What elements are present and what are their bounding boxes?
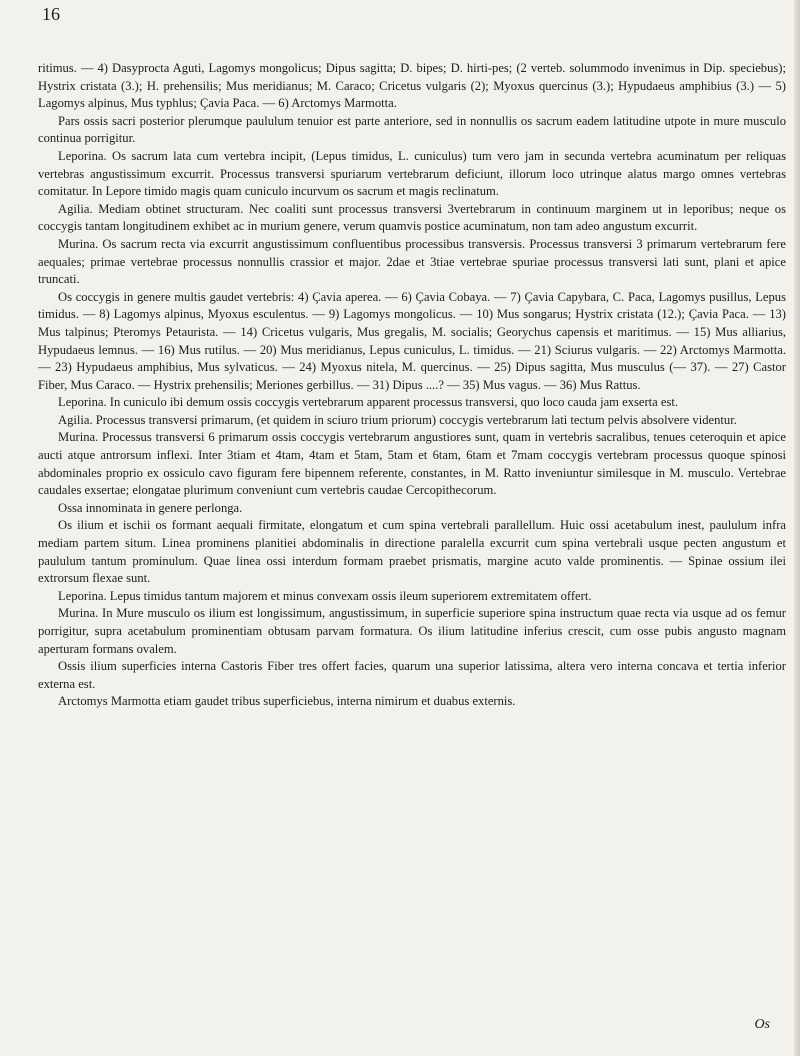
paragraph: Leporina. Os sacrum lata cum vertebra incipit, (Lepus timidus, L. cuniculus) tum vero jam in secunda vertebra acuminatum per reliquas vertebras angustissimum excurrit. Processus transversi spuriarum vertebrarum deficiunt, illorum loco utrinque alatus margo omnes vertebras comitatur. In Lepore timido magis quam cuniculo incurvum os sacrum et magis reclinatum. [38,148,786,199]
paragraph: Ossa innominata in genere perlonga. [58,500,243,515]
page-number: 16 [42,4,60,24]
paragraph: Os ilium et ischii os formant aequali firmitate, elongatum et cum spina vertebrali parallellum. Huic ossi acetabulum inest, paululum infra mediam partem situm. Linea prominens planitiei abdominalis in directione paralella excurrit cum spina vertebrali usque pecten angustum et paululum tantum prominulum. Quae linea ossi interdum formam praebet prismatis, margine acuto valde prominentis. — Spinae ossium ilei extrorsum flexae sunt. [38,518,786,586]
paragraph: Os coccygis in genere multis gaudet vertebris: 4) Çavia aperea. — 6) Çavia Cobaya. — 7) Çavia Capybara, C. Paca, Lagomys pusillus, Lepus timidus. — 8) Lagomys alpinus, Myoxus esculentus. — 9) Lagomys mongolicus. — 10) Mus songarus; Hystrix cristata (12.); Çavia Paca. — 13) Mus talpinus; Pteromys Petaurista. — 14) Cricetus vulgaris, Mus gregalis, M. socialis; Georychus capensis et maritimus. — 15) Mus alliarius, Hypudaeus lemnus. — 16) Mus rutilus. — 20) Mus meridianus, Lepus cuniculus, L. timidus. — 21) Sciurus vulgaris. — 22) Arctomys Marmotta. — 23) Hypudaeus amphibius, Mus sylvaticus. — 24) Myoxus nitela, M. quercinus. — 25) Dipus sagitta, Mus musculus (— 37). — 27) Castor Fiber, Mus Caraco. — Hystrix prehensilis; Meriones gerbillus. — 31) Dipus ....? — 35) Mus vagus. — 36) Mus Rattus. [38,289,786,392]
paragraph: Agilia. Mediam obtinet structuram. Nec coaliti sunt processus transversi 3vertebrarum in continuum marginem ut in leporibus; neque os coccygis tantam longitudinem exhibet ac in murium genere, verum quamvis postice acuminatum, non tam adeo angustum excurrit. [38,201,786,234]
paragraph: Leporina. In cuniculo ibi demum ossis coccygis vertebrarum apparent processus transversi, quo loco cauda jam exserta est. [58,395,679,410]
paragraph: Murina. Os sacrum recta via excurrit angustissimum confluentibus processibus transversis. Processus transversi 3 primarum vertebrarum fere aequales; primae vertebrae processus nonnullis crassior et major. 2dae et 3tiae vertebrae spuriae processus transversi lati sunt, plani et apice truncati. [38,236,786,287]
paragraph: Murina. In Mure musculo os ilium est longissimum, angustissimum, in superficie superiore spina instructum quae recta via usque ad os femur porrigitur, supra acetabulum prominentiam obtusam parvam formatura. Os ilium latitudine inferius crescit, cum osse pubis angusto magnam aperturam formans ovalem. [38,606,786,656]
paragraph: Leporina. Lepus timidus tantum majorem et minus convexam ossis ileum superiorem extremitatem offert. [58,588,592,603]
paragraph: Ossis ilium superficies interna Castoris Fiber tres offert facies, quarum una superior latissima, altera vero interna concava et tertia inferior externa est. [38,659,786,691]
paragraph: Agilia. Processus transversi primarum, (et quidem in sciuro trium priorum) coccygis vertebrarum lati tectum pelvis absolvere videntur. [58,412,737,427]
paragraph: Pars ossis sacri posterior plerumque paululum tenuior est parte anteriore, sed in nonnullis os sacrum eadem latitudine utpote in mure musculo continua porrigitur. [38,113,786,146]
catchword: Os [754,1017,770,1032]
paragraph: Murina. Processus transversi 6 primarum ossis coccygis vertebrarum angustiores sunt, quam in vertebris sacralibus, tenues ceteroquin et apice aucti atque antrorsum inflexi. Inter 3tiam et 4tam, 4tam et 5tam, 5tam et 6tam, 6tam et 7mam coccygis vertebram processus quoque spinosi abdominales proprio ex ossiculo cavo figuram fere bipennem referente, constantes, in M. Ratto inveniuntur similesque in M. musculo. Vertebrae caudales exsertae; elongatae plurimum conveniunt cum vertebris caudae Cercopithecorum. [38,430,786,498]
paragraph: ritimus. — 4) Dasyprocta Aguti, Lagomys mongolicus; Dipus sagitta; D. bipes; D. hirti-pes; (2 verteb. solummodo invenimus in Dip. speciebus); Hystrix cristata (3.); H. prehensilis; Mus meridianus; M. Caraco; Cricetus vulgaris (2); Myoxus quercinus (3.); Hypudaeus amphibius (3.) — 5) Lagomys alpinus, Mus typhlus; Çavia Paca. — 6) Arctomys Marmotta. [38,61,786,111]
page-edge [794,0,800,1056]
paragraph: Arctomys Marmotta etiam gaudet tribus superficiebus, interna nimirum et duabus externis. [58,694,516,709]
body-text [38,60,786,711]
